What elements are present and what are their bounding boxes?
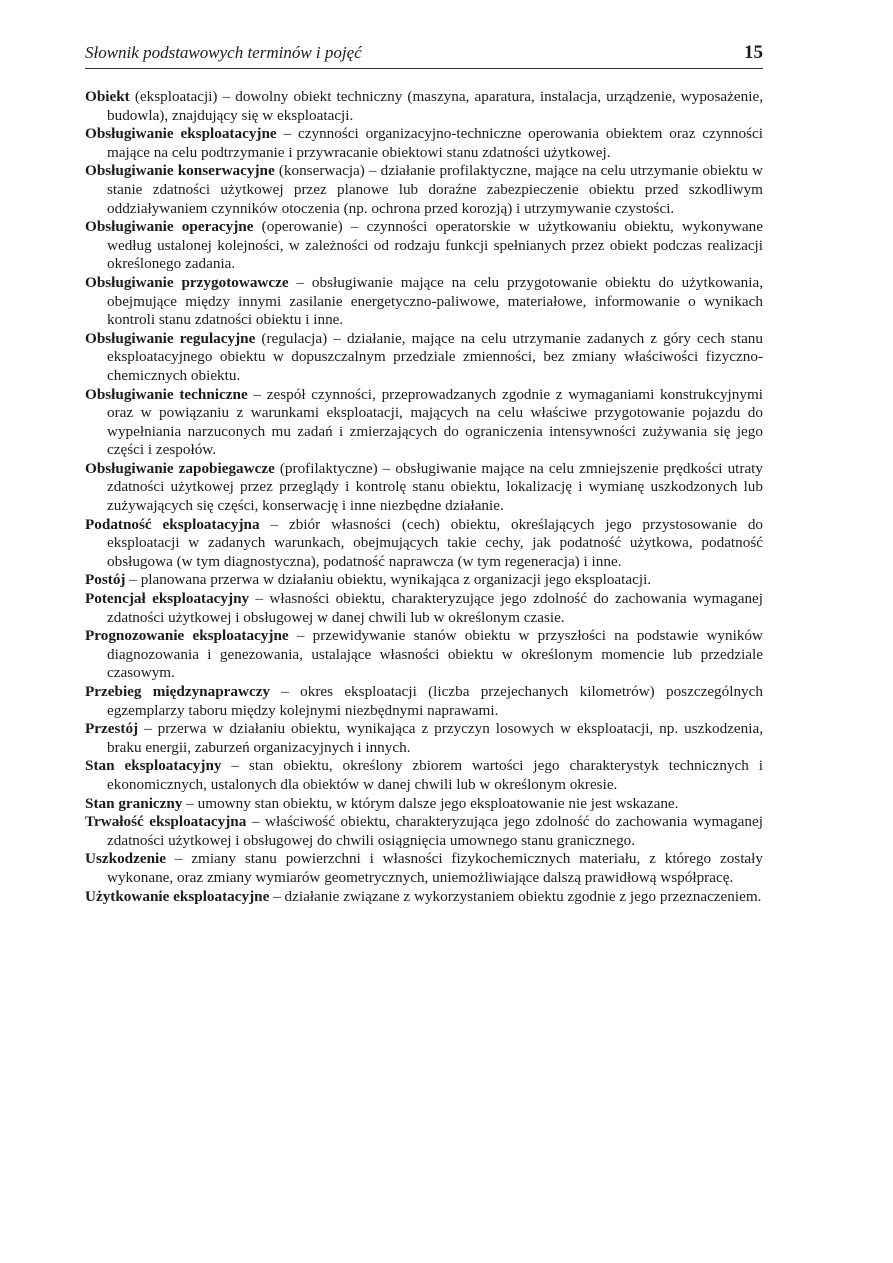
- entry-term: Potencjał eksploatacyjny: [85, 590, 250, 608]
- entry-definition: – planowana przerwa w działaniu obiektu, wynikająca z organizacji jego eksploatacji.: [125, 571, 652, 589]
- entry-term: Trwałość eksploatacyjna: [85, 813, 247, 831]
- glossary-entry: [85, 125, 763, 162]
- entry-definition: (operowanie) – czynności operatorskie w użytkowaniu obiektu, wykonywane według ustalonej kolejności, w zależności od rodzaju funkcji spełnianych przez obiekt podczas realizacji określonego zadania.: [107, 218, 763, 273]
- glossary-entry: [85, 683, 763, 720]
- glossary-entry: [85, 850, 763, 887]
- glossary-entry: [85, 274, 763, 330]
- glossary-entry: [85, 888, 763, 907]
- entry-term: Użytkowanie eksploatacyjne: [85, 887, 270, 905]
- entry-definition: – właściwość obiektu, charakteryzująca jego zdolność do zachowania wymaganej zdatności użytkowej i obsługowej do chwili osiągnięcia umownego stanu granicznego.: [107, 813, 763, 849]
- entry-definition: – obsługiwanie mające na celu przygotowanie obiektu do użytkowania, obejmujące między innymi zasilanie energetyczno-paliwowe, materiałowe, informowanie o wynikach kontroli stanu zdatności obiektu i inne.: [107, 273, 763, 329]
- entry-definition: – własności obiektu, charakteryzujące jego zdolność do zachowania wymaganej zdatności użytkowej i obsługowej w danej chwili lub w określonym czasie.: [107, 590, 764, 626]
- entry-definition: (konserwacja) – działanie profilaktyczne, mające na celu utrzymanie obiektu w stanie zdatności użytkowej przez planowe lub doraźne zabezpieczenie obiektu przed szkodliwym oddziaływaniem czynników otoczenia (np. ochrona przed korozją) i utrzymywanie czystości.: [107, 162, 764, 217]
- entry-term: Postój: [85, 571, 126, 589]
- entry-definition: – zbiór własności (cech) obiektu, określających jego przystosowanie do eksploatacji w zadanych warunkach, obejmujących takie cechy, jak podatność użytkowa, podatność obsługowa (w tym diagnostyczna), podatność naprawcza (w tym regeneracja) i inne.: [107, 515, 764, 570]
- glossary-entry: [85, 590, 763, 627]
- entry-definition: – przewidywanie stanów obiektu w przyszłości na podstawie wyników diagnozowania i genezowania, ustalające własności obiektu w określonym momencie lub przedziale czasowym.: [107, 627, 763, 682]
- glossary-entry: [85, 571, 763, 590]
- entry-term: Stan eksploatacyjny: [85, 757, 222, 775]
- glossary-entries: [85, 88, 763, 906]
- entry-term: Podatność eksploatacyjna: [85, 515, 260, 533]
- glossary-entry: [85, 516, 763, 572]
- entry-term: Obsługiwanie operacyjne: [85, 218, 254, 236]
- entry-term: Stan graniczny: [85, 794, 183, 812]
- entry-term: Przestój: [85, 720, 139, 738]
- entry-term: Obsługiwanie techniczne: [85, 385, 248, 403]
- entry-term: Uszkodzenie: [85, 850, 166, 868]
- entry-definition: – umowny stan obiektu, w którym dalsze jego eksploatowanie nie jest wskazane.: [182, 794, 679, 812]
- page-number: 15: [744, 42, 763, 63]
- glossary-entry: [85, 218, 763, 274]
- entry-definition: – zespół czynności, przeprowadzanych zgodnie z wymaganiami konstrukcyjnymi oraz w powiązaniu z warunkami eksploatacji, mających na celu właściwe przygotowanie pojazdu do wypełniania narzuconych mu zadań i zmierzających do ograniczenia intensywności zużywania się jego części i zespołów.: [107, 385, 763, 459]
- entry-definition: – zmiany stanu powierzchni i własności fizykochemicznych materiału, z którego zostały wykonane, oraz zmiany wymiarów geometrycznych, uniemożliwiające dalszą prawidłową współpracę.: [107, 850, 763, 886]
- entry-term: Obsługiwanie regulacyjne: [85, 329, 256, 347]
- glossary-entry: [85, 813, 763, 850]
- entry-definition: – działanie związane z wykorzystaniem obiektu zgodnie z jego przeznaczeniem.: [269, 887, 762, 905]
- entry-term: Obsługiwanie zapobiegawcze: [85, 459, 275, 477]
- entry-definition: – stan obiektu, określony zbiorem wartości jego charakterystyk technicznych i ekonomicznych, ustalonych dla obiektów w danej chwili lub w określonym okresie.: [107, 757, 763, 793]
- entry-term: Obiekt: [85, 88, 130, 105]
- entry-term: Przebieg międzynaprawczy: [85, 683, 271, 700]
- entry-term: Obsługiwanie eksploatacyjne: [85, 125, 277, 143]
- glossary-entry: [85, 795, 763, 814]
- glossary-entry: [85, 386, 763, 460]
- glossary-entry: [85, 460, 763, 516]
- entry-definition: (profilaktyczne) – obsługiwanie mające na celu zmniejszenie prędkości utraty zdatności użytkowej przez przeglądy i kontrolę stanu obiektu, lokalizację i wymianę uszkodzonych lub zużywających się części, konserwację i inne niezbędne działanie.: [107, 459, 763, 515]
- glossary-entry: [85, 162, 763, 218]
- running-header: [85, 42, 763, 69]
- entry-term: Obsługiwanie konserwacyjne: [85, 162, 275, 180]
- entry-definition: (eksploatacji) – dowolny obiekt techniczny (maszyna, aparatura, instalacja, urządzenie, wyposażenie, budowla), znajdujący się w eksploatacji.: [107, 88, 763, 124]
- glossary-entry: [85, 720, 763, 757]
- entry-term: Obsługiwanie przygotowawcze: [85, 273, 289, 291]
- entry-definition: (regulacja) – działanie, mające na celu utrzymanie zadanych z góry cech stanu eksploatacyjnego obiektu w dopuszczalnym przedziale zmienności, bez zmiany właściwości fizyczno-chemicznych obiektu.: [107, 329, 763, 384]
- header-title: Słownik podstawowych terminów i pojęć: [85, 43, 362, 62]
- glossary-entry: [85, 330, 763, 386]
- glossary-entry: [85, 88, 763, 125]
- entry-term: Prognozowanie eksploatacyjne: [85, 627, 289, 645]
- glossary-entry: [85, 757, 763, 794]
- entry-definition: – przerwa w działaniu obiektu, wynikająca z przyczyn losowych w eksploatacji, np. uszkodzenia, braku energii, zaburzeń organizacyjnych i innych.: [107, 720, 763, 756]
- entry-definition: – okres eksploatacji (liczba przejechanych kilometrów) poszczególnych egzemplarzy taboru między kolejnymi niezbędnymi naprawami.: [107, 683, 763, 719]
- glossary-entry: [85, 627, 763, 683]
- entry-definition: – czynności organizacyjno-techniczne operowania obiektem oraz czynności mające na celu podtrzymanie i przywracanie obiektowi stanu zdatności użytkowej.: [107, 125, 763, 161]
